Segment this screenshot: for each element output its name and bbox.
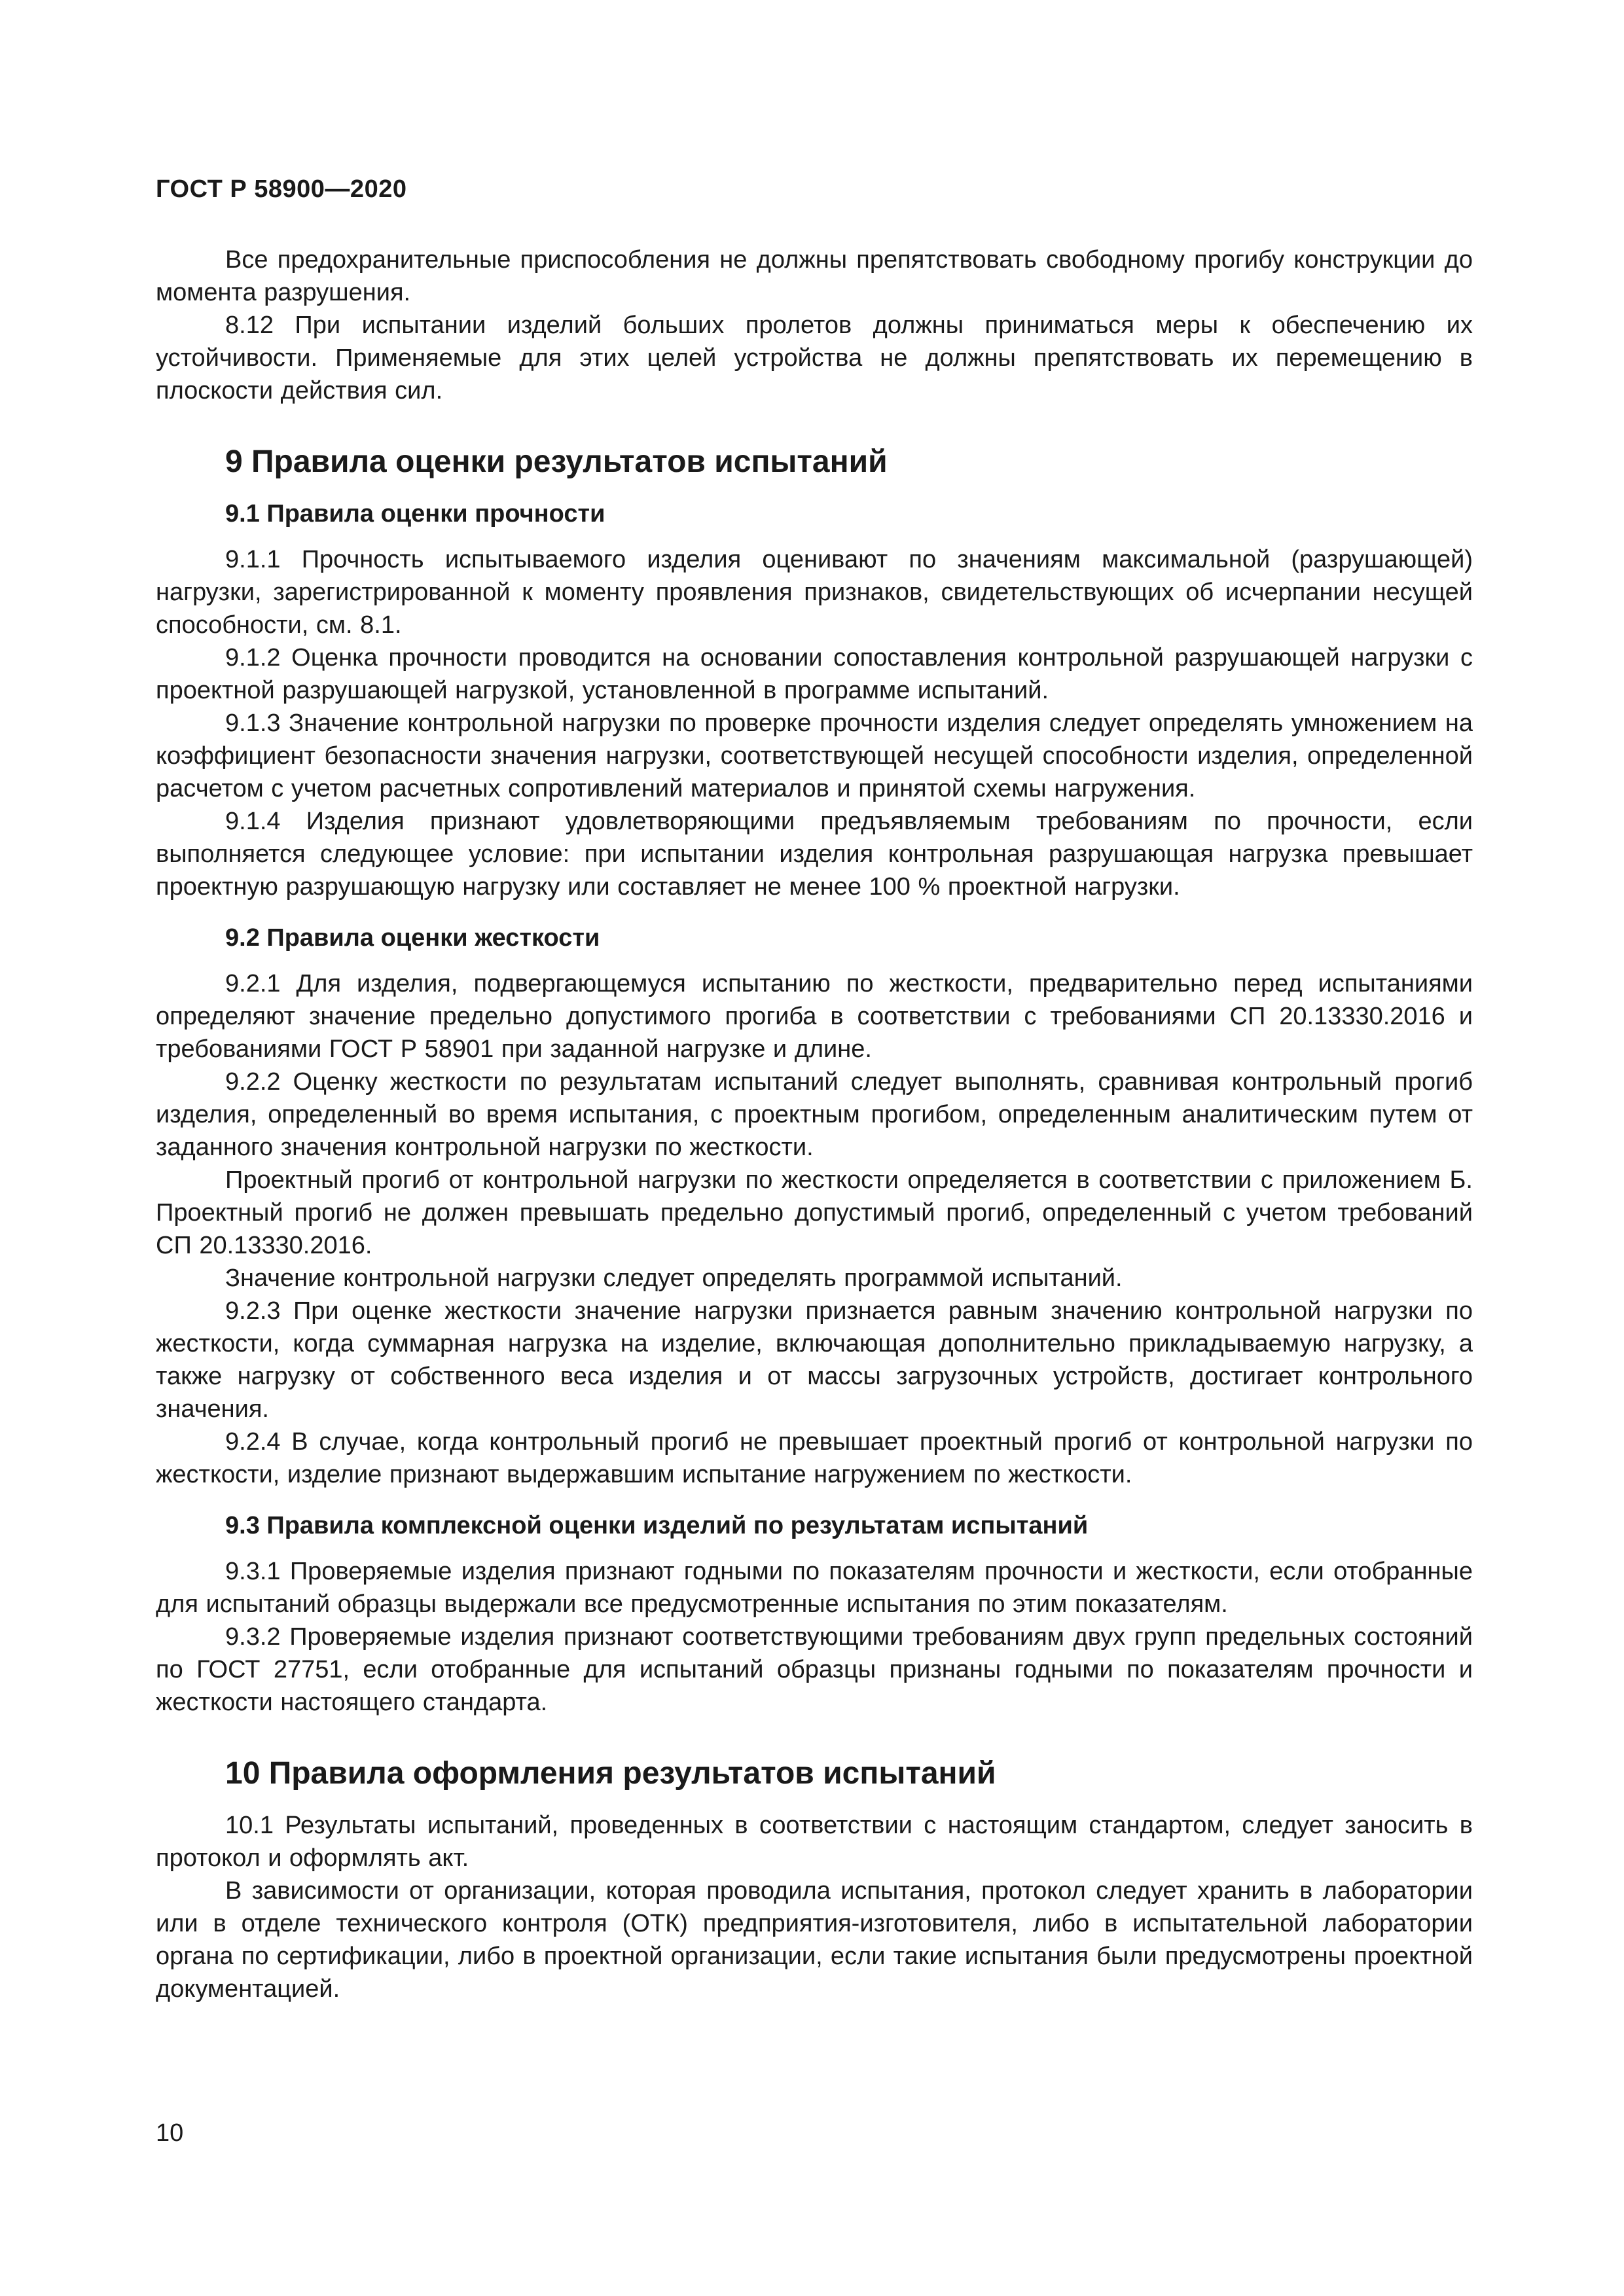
paragraph-8-12: 8.12 При испытании изделий больших пролетов должны приниматься меры к обеспечению их устойчивости. Применяемые для этих целей устройства не должны препятствовать их перемещению в плоскости действия сил. xyxy=(156,312,1473,404)
paragraph-intro-1: Все предохранительные приспособления не должны препятствовать свободному прогибу конструкции до момента разрушения. xyxy=(156,246,1473,306)
paragraph-9-2-2-control-load: Значение контрольной нагрузки следует определять программой испытаний. xyxy=(225,1265,1123,1292)
paragraph-9-2-2: 9.2.2 Оценку жесткости по результатам испытаний следует выполнять, сравнивая контрольный прогиб изделия, определенный во время испытания, с проектным прогибом, определенным аналитическим путем от заданного значения контрольной нагрузки по жесткости. xyxy=(156,1068,1473,1161)
paragraph-9-2-4: 9.2.4 В случае, когда контрольный прогиб не превышает проектный прогиб от контрольной нагрузки по жесткости, изделие признают выдержавшим испытание нагружением по жесткости. xyxy=(156,1428,1473,1488)
subsection-9-3-heading: 9.3 Правила комплексной оценки изделий по результатам испытаний xyxy=(225,1512,1089,1539)
paragraph-9-1-1: 9.1.1 Прочность испытываемого изделия оценивают по значениям максимальной (разрушающей) нагрузки, зарегистрированной к моменту проявления признаков, свидетельствующих об исчерпании несущей способности, см. 8.1. xyxy=(156,546,1473,639)
paragraph-10-1-storage: В зависимости от организации, которая проводила испытания, протокол следует хранить в лаборатории или в отделе технического контроля (ОТК) предприятия-изготовителя, либо в испытательной лаборатории органа по сертификации, либо в проектной организации, если такие испытания были предусмотрены проектной документацией. xyxy=(156,1877,1473,2003)
page-number: 10 xyxy=(156,2119,184,2147)
paragraph-9-2-1: 9.2.1 Для изделия, подвергающемуся испытанию по жесткости, предварительно перед испытаниями определяют значение предельно допустимого прогиба в соответствии с требованиями СП 20.13330.2016 и требованиями ГОСТ Р 58901 при заданной нагрузке и длине. xyxy=(156,970,1473,1063)
document-body xyxy=(156,243,1473,2005)
paragraph-9-1-4: 9.1.4 Изделия признают удовлетворяющими предъявляемым требованиям по прочности, если выполняется следующее условие: при испытании изделия контрольная разрушающая нагрузка превышает проектную разрушающую нагрузку или составляет не менее 100 % проектной нагрузки. xyxy=(156,808,1473,901)
paragraph-10-1: 10.1 Результаты испытаний, проведенных в соответствии с настоящим стандартом, следует заносить в протокол и оформлять акт. xyxy=(156,1812,1473,1872)
document-header-code: ГОСТ Р 58900—2020 xyxy=(156,175,407,203)
paragraph-9-3-2: 9.3.2 Проверяемые изделия признают соответствующими требованиям двух групп предельных состояний по ГОСТ 27751, если отобранные для испытаний образцы признаны годными по показателям прочности и жесткости настоящего стандарта. xyxy=(156,1623,1473,1716)
section-10-heading: 10 Правила оформления результатов испытаний xyxy=(225,1756,996,1791)
paragraph-9-1-3: 9.1.3 Значение контрольной нагрузки по проверке прочности изделия следует определять умножением на коэффициент безопасности значения нагрузки, соответствующей несущей способности изделия, определенной расчетом с учетом расчетных сопротивлений материалов и принятой схемы нагружения. xyxy=(156,709,1473,802)
section-9-heading: 9 Правила оценки результатов испытаний xyxy=(225,444,888,479)
paragraph-9-2-2-design-deflection: Проектный прогиб от контрольной нагрузки по жесткости определяется в соответствии с приложением Б. Проектный прогиб не должен превышать предельно допустимый прогиб, определенный с учетом требований СП 20.13330.2016. xyxy=(156,1166,1473,1259)
paragraph-9-3-1: 9.3.1 Проверяемые изделия признают годными по показателям прочности и жесткости, если отобранные для испытаний образцы выдержали все предусмотренные испытания по этим показателям. xyxy=(156,1558,1473,1618)
paragraph-9-1-2: 9.1.2 Оценка прочности проводится на основании сопоставления контрольной разрушающей нагрузки с проектной разрушающей нагрузкой, установленной в программе испытаний. xyxy=(156,644,1473,704)
subsection-9-1-heading: 9.1 Правила оценки прочности xyxy=(225,500,605,528)
subsection-9-2-heading: 9.2 Правила оценки жесткости xyxy=(225,924,600,952)
paragraph-9-2-3: 9.2.3 При оценке жесткости значение нагрузки признается равным значению контрольной нагрузки по жесткости, когда суммарная нагрузка на изделие, включающая дополнительно прикладываемую нагрузку, а также нагрузку от собственного веса изделия и от массы загрузочных устройств, достигает контрольного значения. xyxy=(156,1297,1473,1423)
